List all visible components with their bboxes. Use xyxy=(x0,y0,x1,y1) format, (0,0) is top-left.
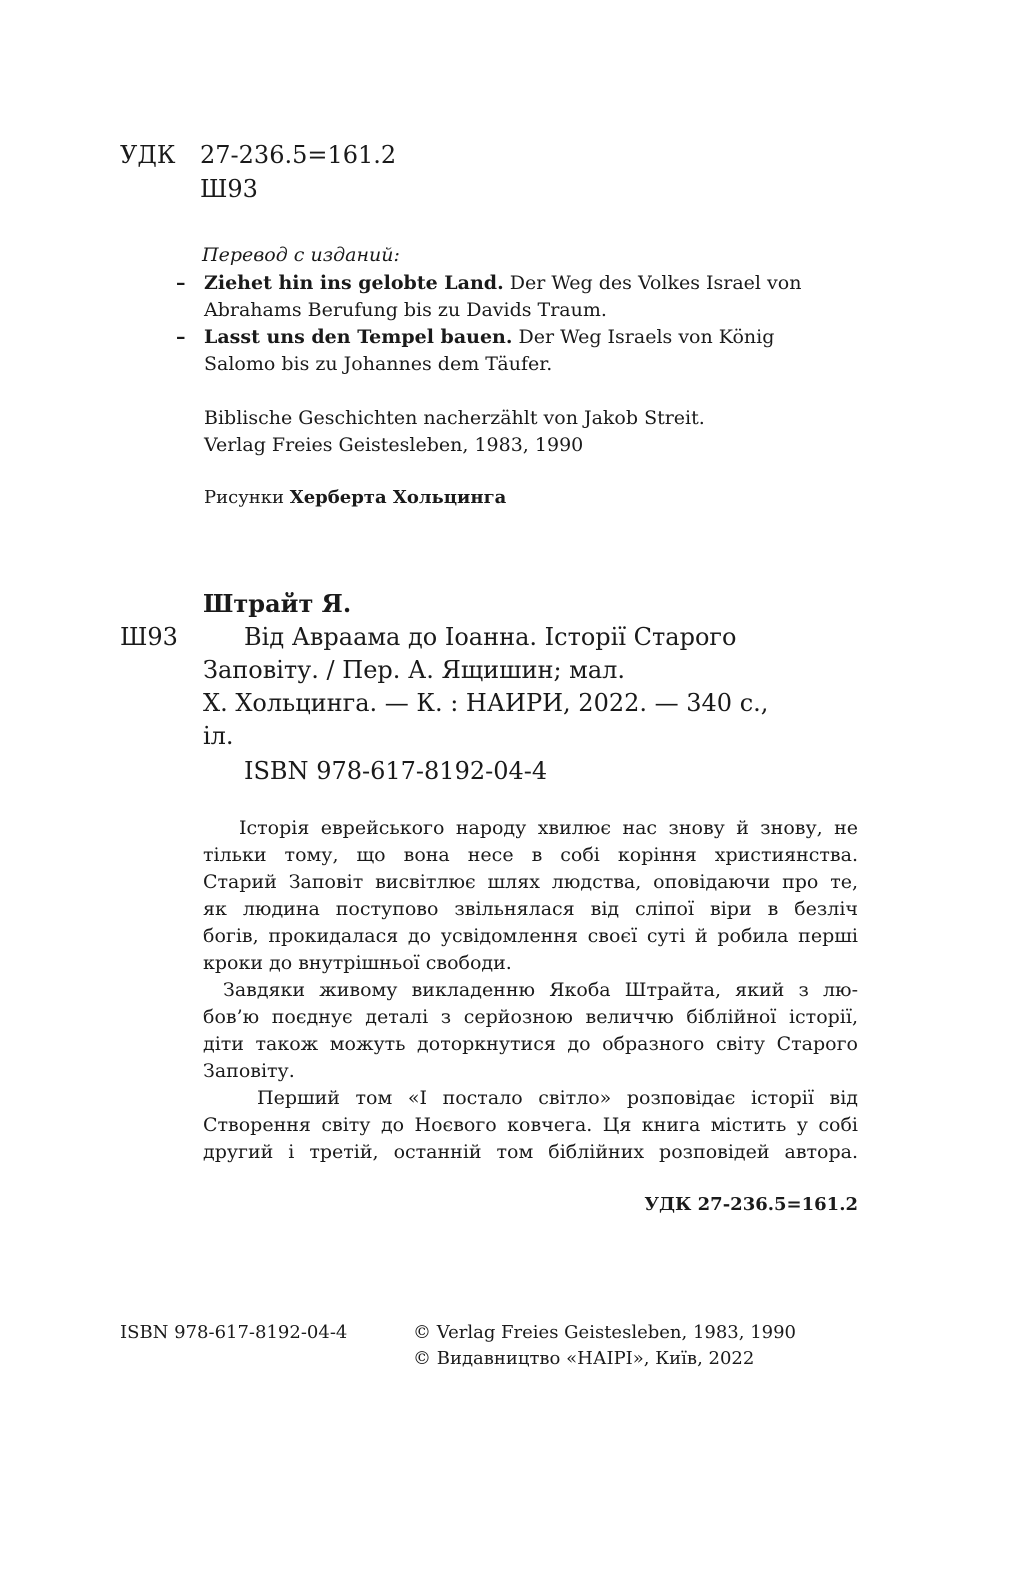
translation-heading: Перевод с изданий: xyxy=(202,244,400,266)
illustrator-name: Херберта Хольцинга xyxy=(289,487,507,508)
annotation-line: Створення світу до Ноєвого ковчега. Ця книга містить у собі xyxy=(203,1114,858,1136)
annotation-line: бов’ю поєднує деталі з серйозною величчю біблійної історії, xyxy=(203,1006,858,1028)
catalog-line: Х. Хольцинга. — К. : НАИРИ, 2022. — 340 с., xyxy=(203,689,769,717)
catalog-author: Штрайт Я. xyxy=(203,589,352,618)
udk-label: УДК xyxy=(120,141,176,169)
author-mark: Ш93 xyxy=(200,175,258,203)
annotation-line: Перший том «І постало світло» розповідає історії від xyxy=(257,1087,858,1109)
annotation-udk: УДК 27-236.5=161.2 xyxy=(644,1194,858,1215)
annotation-line: кроки до внутрішньої свободи. xyxy=(203,952,512,974)
annotation-line: Історія еврейського народу хвилює нас знову й знову, не xyxy=(239,817,858,839)
annotation-line: тільки тому, що вона несе в собі коріння християнства. xyxy=(203,844,858,866)
udk-code: 27-236.5=161.2 xyxy=(200,141,397,169)
dash: – xyxy=(176,326,186,348)
book-title: Lasst uns den Tempel bauen. xyxy=(204,326,513,348)
book-title: Ziehet hin ins gelobte Land. xyxy=(204,272,504,294)
catalog-mark: Ш93 xyxy=(120,623,178,651)
annotation-line: Заповіту. xyxy=(203,1060,295,1082)
annotation-line: Завдяки живому викладенню Якоба Штрайта, який з лю- xyxy=(223,979,858,1001)
dash: – xyxy=(176,272,186,294)
catalog-isbn: ISBN 978-617-8192-04-4 xyxy=(244,757,548,785)
book-subtitle: Der Weg des Volkes Israel von xyxy=(503,272,802,294)
book-subtitle: Der Weg Israels von König xyxy=(512,326,775,348)
annotation-line: діти також можуть доторкнутися до образного світу Старого xyxy=(203,1033,858,1055)
illustrator-line xyxy=(204,485,506,511)
catalog-line: Заповіту. / Пер. А. Ящишин; мал. xyxy=(203,656,626,684)
catalog-line: іл. xyxy=(203,722,234,750)
translation-item xyxy=(176,324,774,351)
annotation-line: Старий Заповіт висвітлює шлях людства, оповідаючи про те, xyxy=(203,871,858,893)
catalog-line: Від Авраама до Іоанна. Історії Старого xyxy=(244,623,737,651)
annotation-line: як людина поступово звільнялася від сліпої віри в безліч xyxy=(203,898,858,920)
source-line: Verlag Freies Geistesleben, 1983, 1990 xyxy=(204,434,584,456)
translation-item xyxy=(176,270,801,297)
copyright-line: © Видавництво «НАІРІ», Київ, 2022 xyxy=(413,1348,755,1369)
annotation-line: богів, прокидалася до усвідомлення своєї суті й робила перші xyxy=(203,925,858,947)
copyright-line: © Verlag Freies Geistesleben, 1983, 1990 xyxy=(413,1322,797,1343)
illustrator-label: Рисунки xyxy=(204,487,290,508)
book-subtitle-cont: Abrahams Berufung bis zu Davids Traum. xyxy=(204,299,607,321)
annotation-line: другий і третій, останній том біблійних розповідей автора. xyxy=(203,1141,858,1163)
book-subtitle-cont: Salomo bis zu Johannes dem Täufer. xyxy=(204,353,553,375)
source-line: Biblische Geschichten nacherzählt von Jakob Streit. xyxy=(204,407,705,429)
footer-isbn: ISBN 978-617-8192-04-4 xyxy=(120,1322,348,1343)
